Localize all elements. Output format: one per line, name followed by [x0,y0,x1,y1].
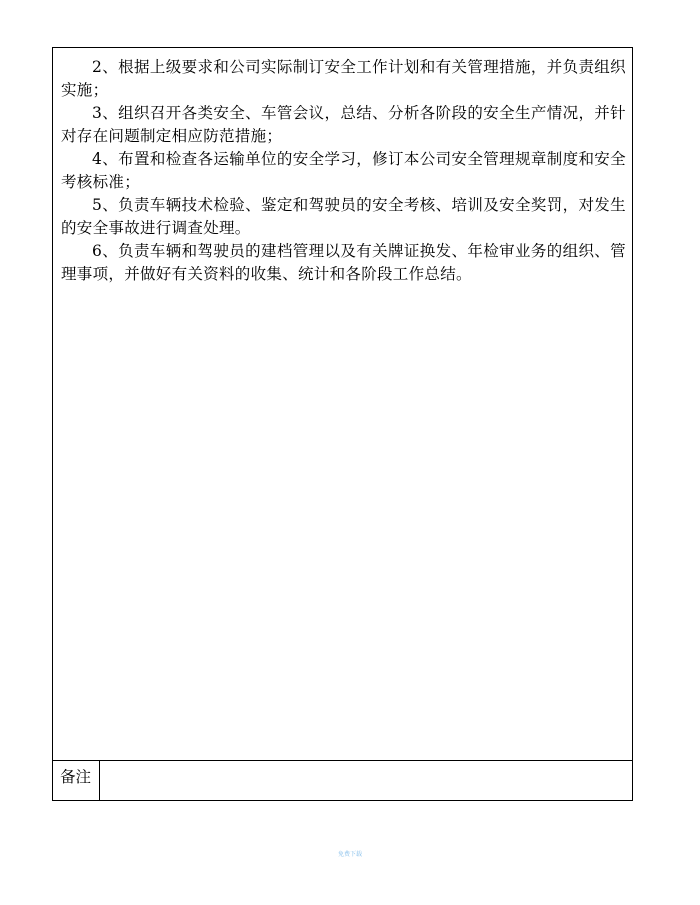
document-table [52,47,633,801]
footer-watermark-link[interactable]: 免费下载 [337,851,362,858]
paragraph-item-6: 6、负责车辆和驾驶员的建档管理以及有关牌证换发、年检审业务的组织、管理事项，并做好有关资料的收集、统计和各阶段工作总结。 [61,242,626,283]
remarks-value-cell [100,761,632,800]
paragraph-item-4: 4、布置和检查各运输单位的安全学习，修订本公司安全管理规章制度和安全考核标准； [61,150,626,191]
content-cell [53,48,632,762]
paragraph-item-3: 3、组织召开各类安全、车管会议，总结、分析各阶段的安全生产情况，并针对存在问题制定相应防范措施； [61,104,626,145]
paragraph-item-5: 5、负责车辆技术检验、鉴定和驾驶员的安全考核、培训及安全奖罚，对发生的安全事故进行调查处理。 [61,196,626,237]
remarks-row [53,760,632,800]
remarks-label: 备注 [53,761,100,800]
paragraph-item-2: 2、根据上级要求和公司实际制订安全工作计划和有关管理措施，并负责组织实施； [61,58,626,99]
